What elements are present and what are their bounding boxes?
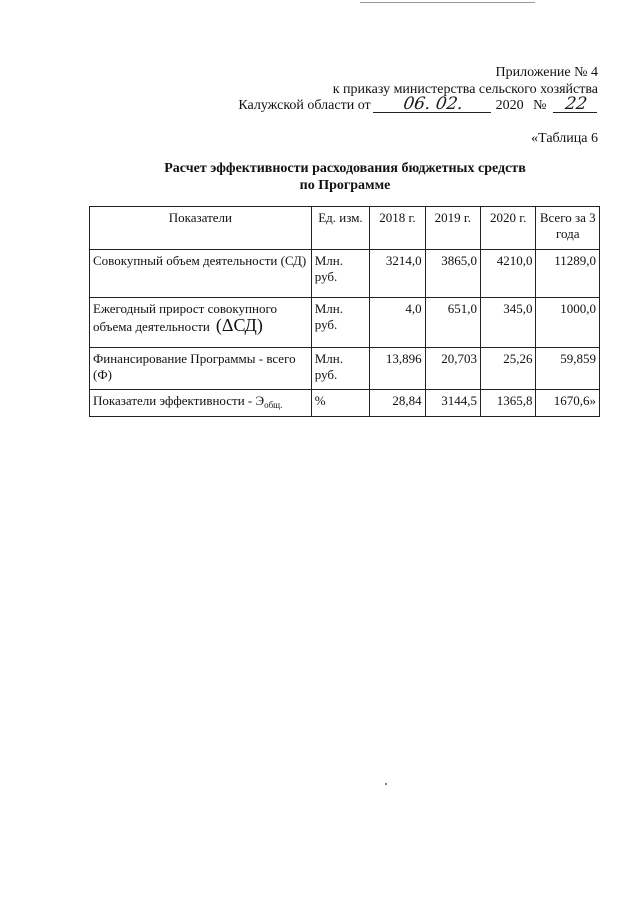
row-unit: Млн. руб.	[311, 348, 369, 390]
row-value-total: 59,859	[536, 348, 600, 390]
header-indicator: Показатели	[90, 207, 312, 250]
row-value-total: 11289,0	[536, 250, 600, 298]
header-2018: 2018 г.	[370, 207, 425, 250]
row-name: Показатели эффективности - $Э_{общ.}$	[90, 390, 312, 417]
row-name: Ежегодный прирост совокупного объема деятельности (ΔСД)	[90, 298, 312, 348]
table-row	[90, 390, 600, 417]
scan-edge-line	[360, 2, 535, 3]
row-value-2020: 1365,8	[481, 390, 536, 417]
annex-date-line	[238, 94, 598, 114]
header-total: Всего за 3 года	[536, 207, 600, 250]
table-reference: «Таблица 6	[531, 131, 598, 146]
header-2019: 2019 г.	[425, 207, 480, 250]
row-value-2020: 25,26	[481, 348, 536, 390]
document-title	[90, 160, 600, 194]
delta-symbol: (ΔСД)	[215, 315, 263, 335]
row-unit: Млн. руб.	[311, 298, 369, 348]
row-value-2018: 13,896	[370, 348, 425, 390]
row-value-2019: 651,0	[425, 298, 480, 348]
table-row	[90, 250, 600, 298]
row-value-total: 1670,6»	[536, 390, 600, 417]
row-name: Финансирование Программы - всего (Ф)	[90, 348, 312, 390]
row-unit: Млн. руб.	[311, 250, 369, 298]
efficiency-table	[89, 206, 600, 417]
header-2020: 2020 г.	[481, 207, 536, 250]
title-line-1: Расчет эффективности расходования бюджетных средств	[164, 161, 526, 176]
annex-order-line: к приказу министерства сельского хозяйства	[332, 82, 598, 97]
row-value-2018: 28,84	[370, 390, 425, 417]
row-value-2020: 345,0	[481, 298, 536, 348]
scan-speck	[385, 783, 387, 785]
table-row	[90, 348, 600, 390]
handwritten-number: 22	[553, 97, 599, 113]
annex-number: Приложение № 4	[495, 65, 598, 80]
row-value-2019: 3865,0	[425, 250, 480, 298]
row-value-2018: 3214,0	[370, 250, 425, 298]
number-sign: №	[533, 98, 547, 113]
table-row	[90, 298, 600, 348]
row-value-2019: 20,703	[425, 348, 480, 390]
table-header-row	[90, 207, 600, 250]
header-unit: Ед. изм.	[311, 207, 369, 250]
row-value-2018: 4,0	[370, 298, 425, 348]
row-unit: %	[311, 390, 369, 417]
region-prefix: Калужской области от	[238, 98, 371, 113]
row-name: Совокупный объем деятельности (СД)	[90, 250, 312, 298]
subscript: общ.	[264, 400, 283, 410]
row-value-total: 1000,0	[536, 298, 600, 348]
row-value-2019: 3144,5	[425, 390, 480, 417]
handwritten-date: 06. 02.	[373, 97, 493, 113]
order-year: 2020	[495, 98, 524, 113]
title-line-2: по Программе	[299, 178, 391, 193]
row-value-2020: 4210,0	[481, 250, 536, 298]
